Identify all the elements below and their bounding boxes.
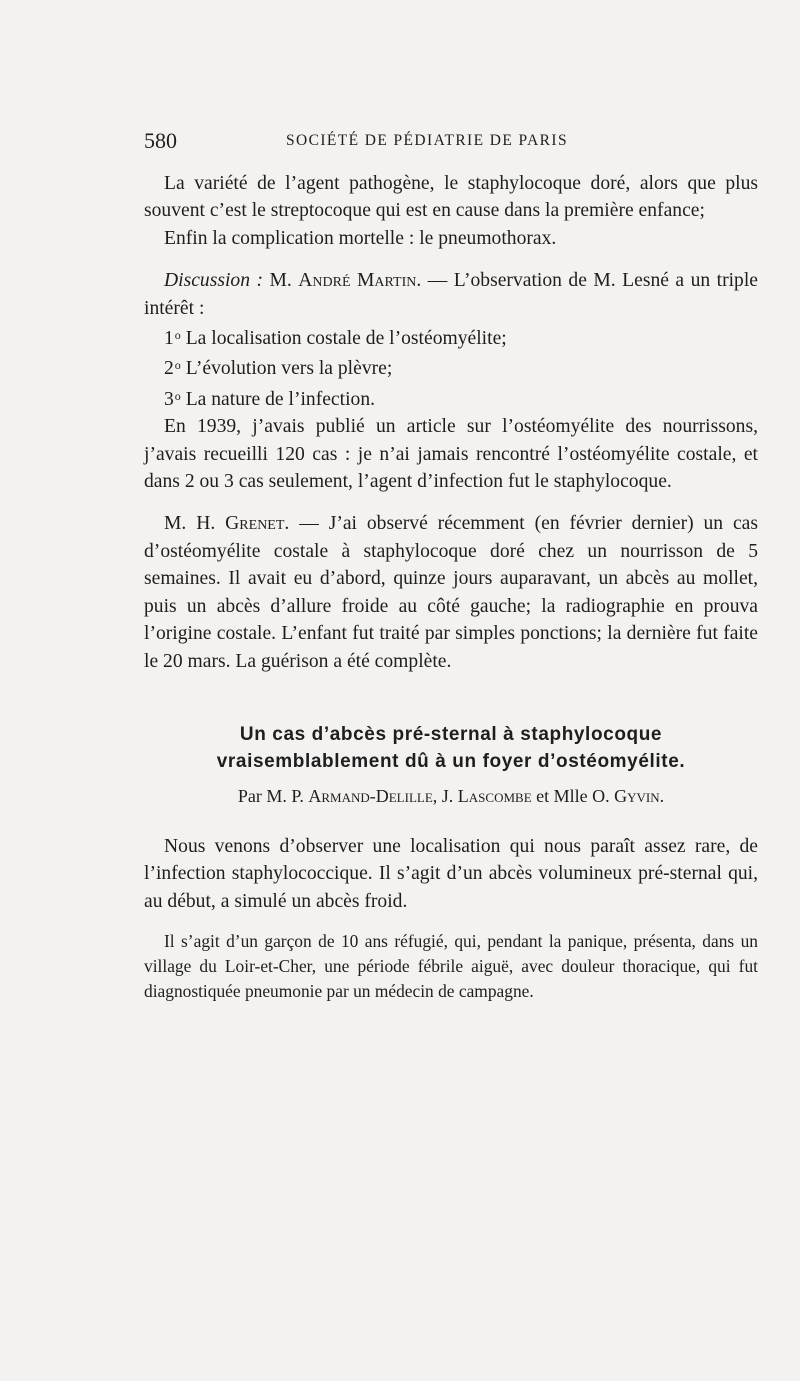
paragraph-agent: La variété de l’agent pathogène, le staphylocoque doré, alors que plus souvent c’est le streptocoque qui est en cause dans la première enfance;	[144, 173, 758, 222]
speaker-name: André Martin	[298, 270, 417, 292]
discussion-text: . — L’observation de M. Lesné a un triple intérêt :	[144, 270, 758, 319]
article-title-line-1: Un cas d’abcès pré-sternal à staphylocoque	[239, 723, 663, 745]
article-byline: Par M. P. Armand-Delille, J. Lascombe et Mlle O. Gyvin.	[237, 785, 665, 806]
paragraph-intro: Nous venons d’observer une localisation qui nous paraît assez rare, de l’infection staphylococcique. Il s’agit d’un abcès volumineux pré-sternal qui, au début, a simulé un abcès froid.	[144, 835, 758, 912]
paragraph-complication: Enfin la complication mortelle : le pneumothorax.	[164, 227, 557, 249]
page-number: 580	[144, 128, 177, 153]
list-item: 1$^o$ La localisation costale de l’ostéomyélite;	[164, 328, 507, 350]
paragraph-discussion	[144, 267, 758, 322]
paragraph-1939: En 1939, j’avais publié un article sur l’ostéomyélite des nourrissons, j’avais recueilli 120 cas : je n’ai jamais rencontré l’ostéomyélite costale, et dans 2 ou 3 cas seulement, l’agent d’infection fut le staphylocoque.	[144, 416, 758, 493]
paragraph-case: Il s’agit d’un garçon de 10 ans réfugié, qui, pendant la panique, présenta, dans un village du Loir-et-Cher, une période fébrile aiguë, avec douleur thoracique, qui fut diagnostiquée pneumonie par un médecin de campagne.	[144, 931, 758, 1001]
discussion-label: Discussion :	[164, 270, 263, 292]
page-body	[144, 170, 758, 1004]
speaker-prefix: M.	[269, 270, 299, 292]
article-title-line-2: vraisemblablement dû à un foyer d’ostéomyélite.	[216, 750, 686, 772]
list-item: 2$^o$ L’évolution vers la plèvre;	[164, 358, 393, 380]
page-header	[144, 128, 758, 156]
paragraph-grenet: M. H. Grenet. — J’ai observé récemment (en février dernier) un cas d’ostéomyélite costale à staphylocoque doré chez un nourrisson de 5 semaines. Il avait eu d’abord, quinze jours auparavant, un abcès au mollet, puis un abcès d’allure froide au côté gauche; la radiographie en prouva l’origine costale. L’enfant fut traité par simples ponctions; la dernière fut faite le 20 mars. La guérison a été complète.	[144, 513, 758, 672]
running-title: SOCIÉTÉ DE PÉDIATRIE DE PARIS	[286, 132, 569, 149]
grenet-name: Grenet	[225, 513, 285, 535]
list-item: 3$^o$ La nature de l’infection.	[164, 388, 376, 410]
